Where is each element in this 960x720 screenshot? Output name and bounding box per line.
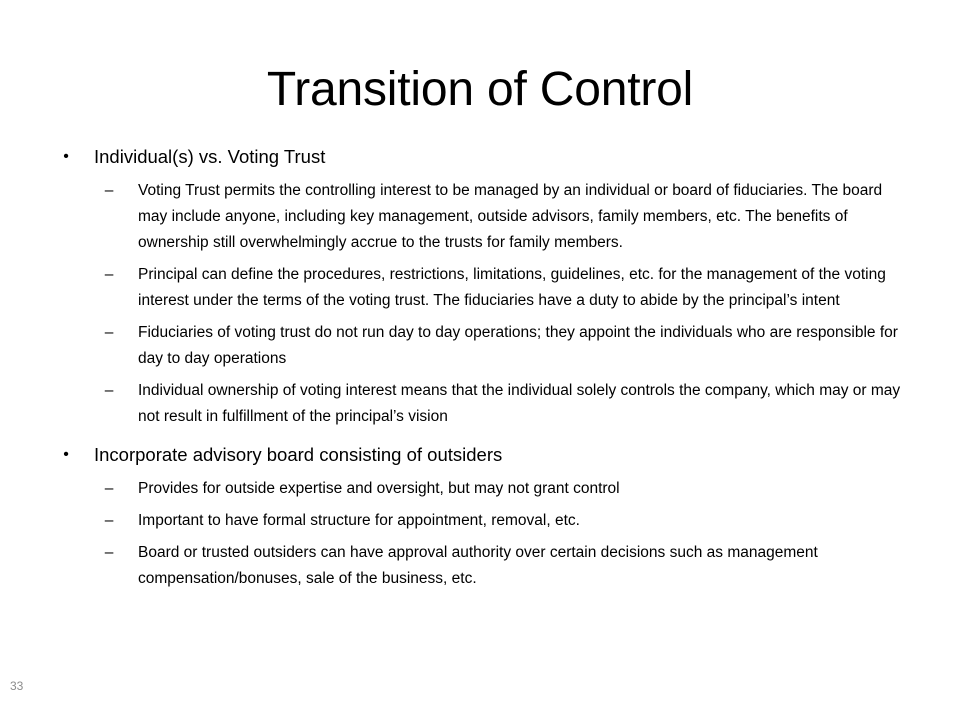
sub-bullet-text: Voting Trust permits the controlling interest to be managed by an individual or board of fiduciaries. The board may include anyone, including key management, outside advisors, family members, etc. The benefits of ownership still overwhelmingly accrue to the trusts for family members.	[138, 182, 883, 251]
sub-bullet-item	[58, 378, 908, 430]
dash-icon: –	[104, 324, 114, 341]
page-number: 33	[10, 679, 24, 693]
bullet-heading: Incorporate advisory board consisting of outsiders	[94, 444, 503, 465]
slide-content	[58, 144, 908, 604]
sub-bullet-item	[58, 508, 908, 534]
sub-bullet-text: Important to have formal structure for appointment, removal, etc.	[138, 512, 580, 529]
dash-icon: –	[104, 266, 114, 283]
dash-icon: –	[104, 182, 114, 199]
bullet-dot-icon: •	[63, 148, 69, 165]
sub-bullet-item	[58, 476, 908, 502]
bullet-advisory-board	[58, 442, 908, 468]
slide-title: Transition of Control	[266, 63, 694, 116]
sub-bullet-item	[58, 262, 908, 314]
dash-icon: –	[104, 480, 114, 497]
sub-bullet-text: Fiduciaries of voting trust do not run day to day operations; they appoint the individuals who are responsible for day to day operations	[138, 324, 898, 367]
bullet-dot-icon: •	[63, 446, 69, 463]
sub-bullet-item	[58, 178, 908, 256]
sub-list-advisory-board	[58, 476, 908, 592]
dash-icon: –	[104, 382, 114, 399]
bullet-voting-trust	[58, 144, 908, 170]
sub-bullet-item	[58, 540, 908, 592]
sub-bullet-text: Provides for outside expertise and oversight, but may not grant control	[138, 480, 620, 497]
sub-bullet-text: Principal can define the procedures, restrictions, limitations, guidelines, etc. for the management of the voting interest under the terms of the voting trust. The fiduciaries have a duty to abide by the principal’s intent	[138, 266, 886, 309]
sub-list-voting-trust	[58, 178, 908, 430]
sub-bullet-item	[58, 320, 908, 372]
dash-icon: –	[104, 512, 114, 529]
sub-bullet-text: Individual ownership of voting interest means that the individual solely controls the company, which may or may not result in fulfillment of the principal’s vision	[138, 382, 901, 425]
dash-icon: –	[104, 544, 114, 561]
sub-bullet-text: Board or trusted outsiders can have approval authority over certain decisions such as management compensation/bonuses, sale of the business, etc.	[138, 544, 818, 587]
bullet-heading: Individual(s) vs. Voting Trust	[94, 146, 326, 167]
